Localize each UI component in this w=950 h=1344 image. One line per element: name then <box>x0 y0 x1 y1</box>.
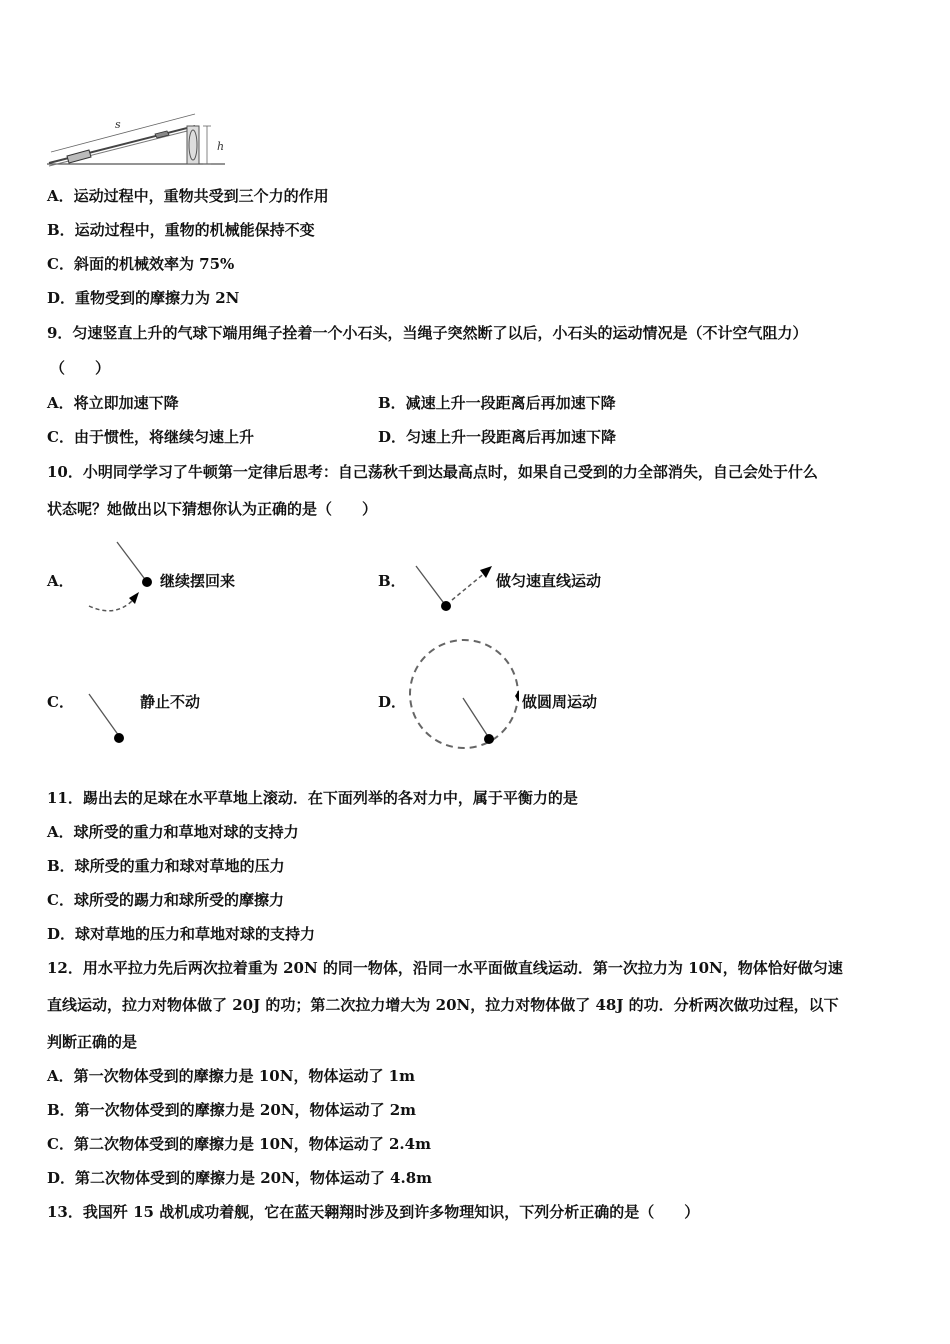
q10-option-b-caption: 做匀速直线运动 <box>496 572 602 590</box>
stationary-figure <box>85 690 135 750</box>
label-s: s <box>115 118 121 131</box>
q10-option-d-caption: 做圆周运动 <box>522 693 598 711</box>
q11-option-c: C．球所受的踢力和球所受的摩擦力 <box>47 891 284 909</box>
circular-motion-figure <box>405 638 525 754</box>
q9-option-d: D．匀速上升一段距离后再加速下降 <box>378 428 617 446</box>
q12-option-c: C．第二次物体受到的摩擦力是 10N，物体运动了 2.4m <box>47 1135 431 1153</box>
q11-option-a: A．球所受的重力和草地对球的支持力 <box>47 823 299 841</box>
q9-stem: 9．匀速竖直上升的气球下端用绳子拴着一个小石头，当绳子突然断了以后，小石头的运动情况是（不计空气阻力） <box>47 324 808 342</box>
q9-option-c: C．由于惯性，将继续匀速上升 <box>47 428 254 446</box>
straight-line-figure <box>410 560 500 620</box>
q10-option-c-letter: C． <box>47 693 74 711</box>
q11-option-b: B．球所受的重力和球对草地的压力 <box>47 857 285 875</box>
q8-option-c: C．斜面的机械效率为 75% <box>47 255 235 273</box>
q12-option-d: D．第二次物体受到的摩擦力是 20N，物体运动了 4.8m <box>47 1169 433 1187</box>
q12-option-a: A．第一次物体受到的摩擦力是 10N，物体运动了 1m <box>47 1067 415 1085</box>
q8-option-b: B．运动过程中，重物的机械能保持不变 <box>47 221 315 239</box>
q8-option-d: D．重物受到的摩擦力为 2N <box>47 289 240 307</box>
q10-stem-line2: 状态呢？她做出以下猜想你认为正确的是（ ） <box>47 500 378 518</box>
q11-stem: 11．踢出去的足球在水平草地上滚动．在下面列举的各对力中，属于平衡力的是 <box>47 789 578 807</box>
q9-option-a: A．将立即加速下降 <box>47 394 179 412</box>
label-h: h <box>217 140 225 153</box>
q12-option-b: B．第一次物体受到的摩擦力是 20N，物体运动了 2m <box>47 1101 417 1119</box>
q12-stem-line3: 判断正确的是 <box>47 1033 138 1051</box>
q12-stem-line1: 12．用水平拉力先后两次拉着重为 20N 的同一物体，沿同一水平面做直线运动．第一次拉力为 10N，物体恰好做匀速 <box>47 959 843 977</box>
q13-stem: 13．我国歼 15 战机成功着舰，它在蓝天翱翔时涉及到许多物理知识，下列分析正确的是（ ） <box>47 1203 700 1221</box>
q11-option-d: D．球对草地的压力和草地对球的支持力 <box>47 925 316 943</box>
q10-option-a-letter: A． <box>47 572 74 590</box>
q10-option-c-caption: 静止不动 <box>140 693 201 711</box>
swing-back-figure <box>85 538 165 618</box>
q10-stem-line1: 10．小明同学学习了牛顿第一定律后思考：自己荡秋千到达最高点时，如果自己受到的力全部消失，自己会处于什么 <box>47 463 818 481</box>
q10-option-b-letter: B． <box>378 572 406 590</box>
q9-option-b: B．减速上升一段距离后再加速下降 <box>378 394 616 412</box>
q12-stem-line2: 直线运动，拉力对物体做了 20J 的功；第二次拉力增大为 20N，拉力对物体做了 48J 的功．分析两次做功过程，以下 <box>47 996 839 1014</box>
q10-option-a-caption: 继续摆回来 <box>160 572 236 590</box>
q9-blank: （ ） <box>50 359 111 377</box>
q10-option-d-letter: D． <box>378 693 407 711</box>
incline-figure <box>45 100 235 170</box>
q8-option-a: A．运动过程中，重物共受到三个力的作用 <box>47 187 329 205</box>
